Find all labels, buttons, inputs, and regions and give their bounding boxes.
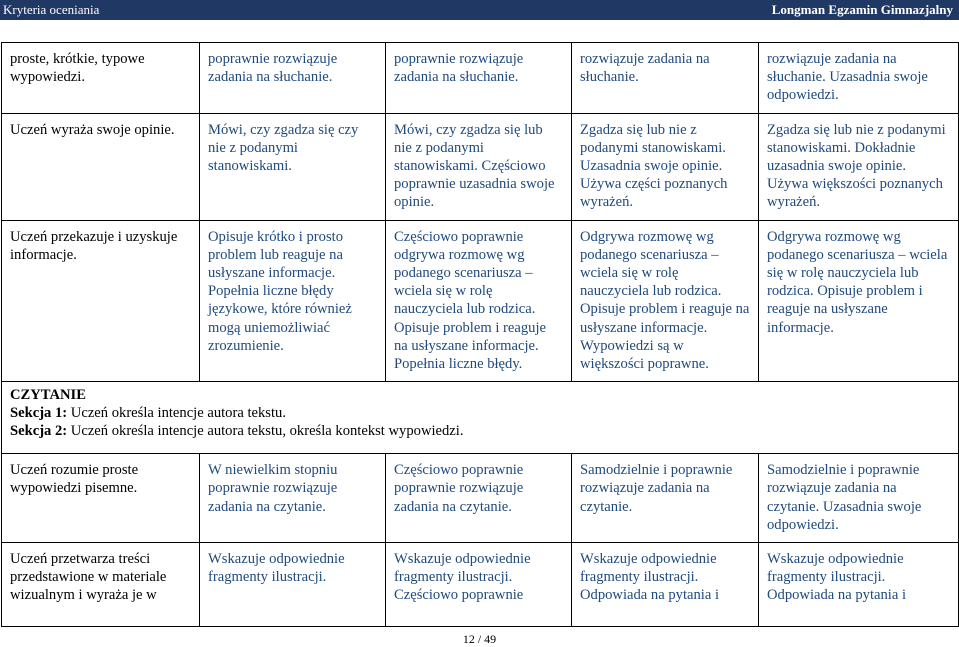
header-right-title: Longman Egzamin Gimnazjalny: [771, 2, 953, 17]
criterion-cell: Uczeń rozumie proste wypowiedzi pisemne.: [2, 454, 200, 543]
section-2-label: Sekcja 2:: [10, 422, 68, 439]
grade-cell: Częściowo poprawnie odgrywa rozmowę wg podanego scenariusza – wciela się w rolę nauczyciela lub rodzica. Opisuje problem i reaguje na usłyszane informacje. Popełnia liczne błędy.: [386, 220, 572, 382]
section-line-1: [10, 405, 950, 423]
grade-cell: rozwiązuje zadania na słuchanie. Uzasadnia swoje odpowiedzi.: [759, 43, 959, 114]
grade-cell: Samodzielnie i poprawnie rozwiązuje zadania na czytanie. Uzasadnia swoje odpowiedzi.: [759, 454, 959, 543]
section-2-text: Uczeń określa intencje autora tekstu, określa kontekst wypowiedzi.: [67, 422, 464, 439]
grade-cell: Samodzielnie i poprawnie rozwiązuje zadania na czytanie.: [572, 454, 759, 543]
section-1-label: Sekcja 1:: [10, 405, 68, 422]
grade-cell: Zgadza się lub nie z podanymi stanowiskami. Uzasadnia swoje opinie. Używa części poznanych wyrażeń.: [572, 113, 759, 220]
grade-cell: Wskazuje odpowiednie fragmenty ilustracji.: [200, 543, 386, 627]
grade-cell: Częściowo poprawnie poprawnie rozwiązuje zadania na czytanie.: [386, 454, 572, 543]
page-number: 12 / 49: [462, 632, 497, 646]
section-1-text: Uczeń określa intencje autora tekstu.: [67, 405, 286, 422]
grade-cell: Mówi, czy zgadza się lub nie z podanymi stanowiskami. Częściowo poprawnie uzasadnia swoje opinie.: [386, 113, 572, 220]
grade-cell: poprawnie rozwiązuje zadania na słuchanie.: [386, 43, 572, 114]
grade-cell: Wskazuje odpowiednie fragmenty ilustracji. Odpowiada na pytania i: [572, 543, 759, 627]
header-left-title: Kryteria oceniania: [3, 2, 100, 17]
section-title: CZYTANIE: [10, 387, 86, 404]
grade-cell: poprawnie rozwiązuje zadania na słuchanie.: [200, 43, 386, 114]
grade-cell: rozwiązuje zadania na słuchanie.: [572, 43, 759, 114]
grade-cell: Wskazuje odpowiednie fragmenty ilustracji. Odpowiada na pytania i: [759, 543, 959, 627]
section-row: [2, 382, 959, 454]
grade-cell: Wskazuje odpowiednie fragmenty ilustracji. Częściowo poprawnie: [386, 543, 572, 627]
page-header: [0, 0, 959, 20]
table-row: [2, 113, 959, 220]
grade-cell: Mówi, czy zgadza się czy nie z podanymi stanowiskami.: [200, 113, 386, 220]
table-row: [2, 43, 959, 114]
criteria-table: [1, 42, 959, 627]
section-line-2: [10, 423, 950, 441]
criterion-cell: Uczeń przetwarza treści przedstawione w materiale wizualnym i wyraża je w: [2, 543, 200, 627]
grade-cell: W niewielkim stopniu poprawnie rozwiązuje zadania na czytanie.: [200, 454, 386, 543]
criterion-cell: proste, krótkie, typowe wypowiedzi.: [2, 43, 200, 114]
table-row: [2, 220, 959, 382]
grade-cell: Zgadza się lub nie z podanymi stanowiskami. Dokładnie uzasadnia swoje opinie. Używa większości poznanych wyrażeń.: [759, 113, 959, 220]
grade-cell: Odgrywa rozmowę wg podanego scenariusza – wciela się w rolę nauczyciela lub rodzica. Opisuje problem i reaguje na usłyszane informacje.: [759, 220, 959, 382]
grade-cell: Opisuje krótko i prosto problem lub reaguje na usłyszane informacje. Popełnia liczne błędy językowe, które również mogą uniemożliwiać zrozumienie.: [200, 220, 386, 382]
section-header-cell: [2, 382, 959, 454]
grade-cell: Odgrywa rozmowę wg podanego scenariusza – wciela się w rolę nauczyciela lub rodzica. Opisuje problem i reaguje na usłyszane informacje. Wypowiedzi są w większości poprawne.: [572, 220, 759, 382]
table-row: [2, 454, 959, 543]
criterion-cell: Uczeń przekazuje i uzyskuje informacje.: [2, 220, 200, 382]
table-row: [2, 543, 959, 627]
criterion-cell: Uczeń wyraża swoje opinie.: [2, 113, 200, 220]
